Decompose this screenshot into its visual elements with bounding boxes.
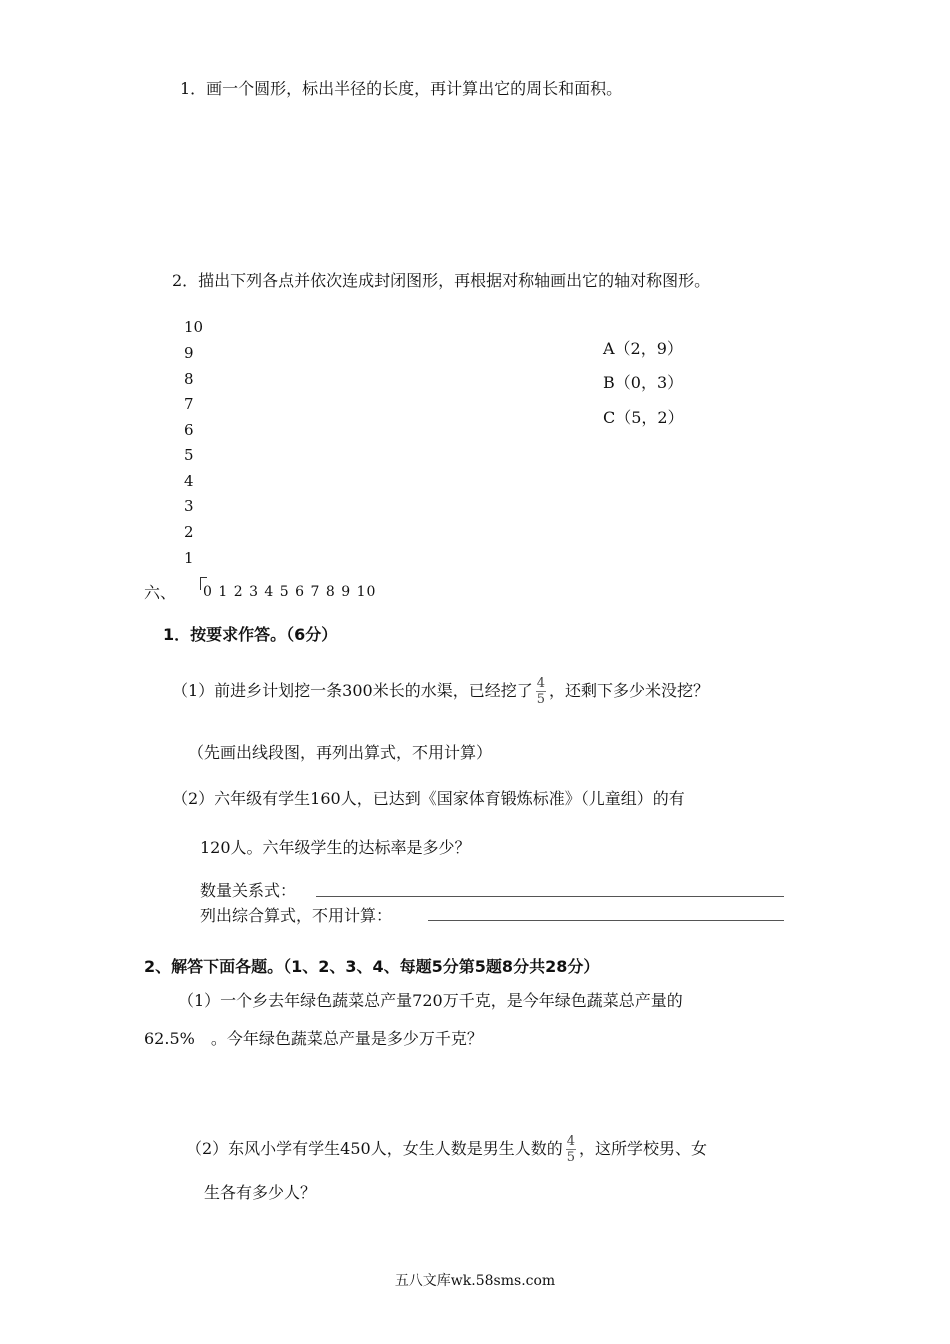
problem-6-2-line1: （2）六年级有学生160人，已达到《国家体育锻炼标准》（儿童组）的有 — [172, 789, 685, 808]
y-label: 9 — [184, 344, 194, 362]
point-b: B（0，3） — [603, 373, 684, 392]
formula-answer-line[interactable] — [428, 920, 784, 921]
point-a: A（2，9） — [603, 339, 683, 358]
formula-label: 列出综合算式，不用计算： — [200, 906, 393, 925]
problem-2-1-line1: （1）一个乡去年绿色蔬菜总产量720万千克，是今年绿色蔬菜总产量的 — [178, 991, 683, 1010]
y-label: 8 — [184, 370, 194, 388]
fraction — [566, 1134, 576, 1165]
fraction-denominator: 5 — [536, 692, 546, 707]
problem-6-1-note: （先画出线段图，再列出算式，不用计算） — [188, 743, 493, 762]
y-label: 10 — [184, 318, 204, 336]
problem-2-2-line2: 生各有多少人？ — [204, 1183, 317, 1202]
y-label: 6 — [184, 421, 194, 439]
problem-text: （2）东风小学有学生450人，女生人数是男生人数的 — [186, 1139, 563, 1158]
problem-6-1 — [172, 676, 709, 707]
point-c: C（5，2） — [603, 408, 684, 427]
problem-2-2-line1 — [186, 1134, 707, 1165]
problem-text: ，这所学校男、女 — [579, 1139, 708, 1158]
question-1: 1．画一个圆形，标出半径的长度，再计算出它的周长和面积。 — [180, 79, 623, 98]
section-6-title: 1．按要求作答。（6分） — [163, 625, 338, 644]
problem-2-1-line2: 62.5% 。今年绿色蔬菜总产量是多少万千克？ — [144, 1029, 483, 1048]
fraction-numerator: 4 — [536, 676, 546, 691]
y-label: 3 — [184, 497, 194, 515]
fraction — [536, 676, 546, 707]
section-2-title: 2、解答下面各题。（1、2、3、4、每题5分第5题8分共28分） — [144, 957, 600, 976]
problem-text: （1）前进乡计划挖一条300米长的水渠，已经挖了 — [172, 681, 533, 700]
relation-answer-line[interactable] — [316, 896, 784, 897]
relation-label: 数量关系式： — [200, 881, 297, 900]
problem-6-2-line2: 120人。六年级学生的达标率是多少？ — [200, 838, 471, 857]
section-number: 六、 — [144, 583, 177, 602]
y-label: 7 — [184, 395, 194, 413]
footer: 五八文库wk.58sms.com — [394, 1273, 556, 1289]
y-label: 5 — [184, 446, 194, 464]
question-2: 2．描出下列各点并依次连成封闭图形，再根据对称轴画出它的轴对称图形。 — [172, 271, 711, 290]
fraction-denominator: 5 — [566, 1150, 576, 1165]
y-label: 2 — [184, 523, 194, 541]
problem-text: ，还剩下多少米没挖？ — [549, 681, 710, 700]
y-label: 1 — [184, 549, 194, 567]
fraction-numerator: 4 — [566, 1134, 576, 1149]
y-label: 4 — [184, 472, 194, 490]
x-axis-labels: 0 1 2 3 4 5 6 7 8 9 10 — [203, 584, 377, 600]
